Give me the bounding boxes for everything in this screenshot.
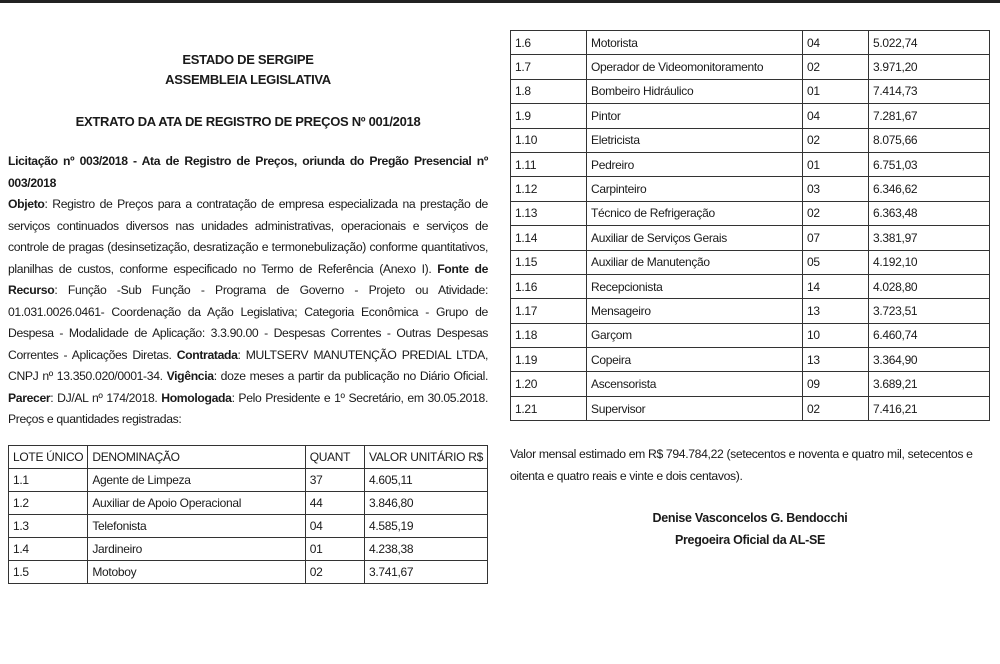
table-row <box>511 299 990 323</box>
homologada-label: Homologada <box>161 390 232 405</box>
objeto-label: Objeto <box>8 197 45 211</box>
cell-denominacao: Ascensorista <box>587 372 803 396</box>
cell-quant: 37 <box>305 468 364 491</box>
cell-lote: 1.16 <box>511 274 587 298</box>
table-row <box>511 152 990 176</box>
cell-quant: 02 <box>803 128 869 152</box>
cell-valor: 4.585,19 <box>364 514 487 537</box>
extrato-title: EXTRATO DA ATA DE REGISTRO DE PREÇOS Nº 001/2018 <box>75 114 421 129</box>
objeto-text: : Registro de Preços para a contratação de empresa especializada na prestação de serviços continuados diversos nas unidades administrativas, operacionais e serviços de controle de pragas (desinsetização, desratização e termonebulização) conforme quantitativos, planilhas de custos, conforme especificado no Termo de Referência (Anexo I). <box>8 197 488 276</box>
extrato-body <box>8 151 488 431</box>
contratada-text: : MULTSERV MANUTENÇÃO PREDIAL LTDA, CNPJ nº 13.350.020/0001-34. <box>8 347 488 383</box>
cell-denominacao: Garçom <box>587 323 803 347</box>
cell-denominacao: Operador de Videomonitoramento <box>587 55 803 79</box>
price-table-part-1 <box>8 445 488 584</box>
fonte-text: : Função -Sub Função - Programa de Governo - Projeto ou Atividade: 01.031.0026.0461- Coordenação da Ação Legislativa; Categoria Econômica - Grupo de Despesa - Modalidade de Aplicação: 3.3.90.00 - Despesas Correntes - Outras Despesas Correntes - Aplicações Diretas. <box>8 283 488 362</box>
left-column <box>8 40 488 584</box>
cell-valor: 3.689,21 <box>869 372 990 396</box>
cell-lote: 1.6 <box>511 31 587 55</box>
header-denominacao: DENOMINAÇÃO <box>88 445 305 468</box>
cell-lote: 1.2 <box>9 491 88 514</box>
table-row <box>511 372 990 396</box>
table-row <box>511 250 990 274</box>
cell-denominacao: Jardineiro <box>88 537 305 560</box>
cell-quant: 02 <box>803 396 869 420</box>
contratada-label: Contratada <box>176 347 238 362</box>
cell-valor: 8.075,66 <box>869 128 990 152</box>
cell-denominacao: Bombeiro Hidráulico <box>587 79 803 103</box>
cell-lote: 1.7 <box>511 55 587 79</box>
cell-quant: 02 <box>803 201 869 225</box>
signature-block <box>510 507 990 551</box>
table-row <box>9 514 488 537</box>
cell-lote: 1.21 <box>511 396 587 420</box>
cell-valor: 4.028,80 <box>869 274 990 298</box>
table-row <box>511 128 990 152</box>
cell-denominacao: Eletricista <box>587 128 803 152</box>
cell-lote: 1.10 <box>511 128 587 152</box>
cell-lote: 1.11 <box>511 152 587 176</box>
table-row <box>511 79 990 103</box>
price-table-part-2 <box>510 30 990 421</box>
table-row <box>511 201 990 225</box>
table-row <box>511 55 990 79</box>
cell-lote: 1.12 <box>511 177 587 201</box>
cell-lote: 1.20 <box>511 372 587 396</box>
cell-valor: 4.605,11 <box>364 468 487 491</box>
right-column <box>510 30 990 551</box>
top-rule <box>0 0 1000 3</box>
cell-quant: 09 <box>803 372 869 396</box>
cell-denominacao: Mensageiro <box>587 299 803 323</box>
cell-quant: 03 <box>803 177 869 201</box>
cell-valor: 6.346,62 <box>869 177 990 201</box>
cell-valor: 3.971,20 <box>869 55 990 79</box>
header-valor: VALOR UNITÁRIO R$ <box>364 445 487 468</box>
cell-denominacao: Pintor <box>587 104 803 128</box>
cell-denominacao: Auxiliar de Apoio Operacional <box>88 491 305 514</box>
cell-quant: 07 <box>803 226 869 250</box>
cell-denominacao: Copeira <box>587 348 803 372</box>
cell-quant: 01 <box>803 79 869 103</box>
vigencia-text: : doze meses a partir da publicação no Diário Oficial. <box>213 369 488 383</box>
table-row <box>511 226 990 250</box>
vigencia-label: Vigência <box>166 369 214 383</box>
parecer-text: : DJ/AL nº 174/2018. <box>50 390 162 405</box>
signature-name: Denise Vasconcelos G. Bendocchi <box>652 511 848 526</box>
parecer-label: Parecer <box>8 390 51 405</box>
cell-valor: 7.416,21 <box>869 396 990 420</box>
cell-valor: 3.381,97 <box>869 226 990 250</box>
cell-lote: 1.4 <box>9 537 88 560</box>
cell-quant: 13 <box>803 348 869 372</box>
cell-valor: 6.363,48 <box>869 201 990 225</box>
cell-lote: 1.9 <box>511 104 587 128</box>
cell-lote: 1.14 <box>511 226 587 250</box>
table-row <box>9 560 488 583</box>
cell-denominacao: Auxiliar de Serviços Gerais <box>587 226 803 250</box>
table-row <box>9 468 488 491</box>
cell-quant: 04 <box>803 104 869 128</box>
cell-quant: 44 <box>305 491 364 514</box>
cell-denominacao: Auxiliar de Manutenção <box>587 250 803 274</box>
table-row <box>511 323 990 347</box>
cell-quant: 05 <box>803 250 869 274</box>
cell-quant: 14 <box>803 274 869 298</box>
licitacao-line: Licitação nº 003/2018 - Ata de Registro de Preços, oriunda do Pregão Presencial nº 003/2018 <box>8 154 488 190</box>
cell-quant: 04 <box>305 514 364 537</box>
cell-valor: 4.192,10 <box>869 250 990 274</box>
cell-lote: 1.8 <box>511 79 587 103</box>
cell-quant: 04 <box>803 31 869 55</box>
cell-quant: 10 <box>803 323 869 347</box>
cell-quant: 02 <box>305 560 364 583</box>
table-header-row <box>9 445 488 468</box>
cell-denominacao: Carpinteiro <box>587 177 803 201</box>
cell-valor: 7.414,73 <box>869 79 990 103</box>
table-row <box>511 31 990 55</box>
table-row <box>511 104 990 128</box>
cell-lote: 1.19 <box>511 348 587 372</box>
state-title: ESTADO DE SERGIPE <box>182 52 314 67</box>
cell-lote: 1.18 <box>511 323 587 347</box>
cell-denominacao: Pedreiro <box>587 152 803 176</box>
cell-denominacao: Telefonista <box>88 514 305 537</box>
cell-valor: 6.460,74 <box>869 323 990 347</box>
table-row <box>511 274 990 298</box>
header-quant: QUANT <box>305 445 364 468</box>
cell-quant: 01 <box>305 537 364 560</box>
cell-denominacao: Recepcionista <box>587 274 803 298</box>
table-row <box>9 491 488 514</box>
signature-role: Pregoeira Oficial da AL-SE <box>674 533 826 548</box>
table-row <box>9 537 488 560</box>
table-row <box>511 348 990 372</box>
cell-denominacao: Motorista <box>587 31 803 55</box>
assembly-title: ASSEMBLEIA LEGISLATIVA <box>165 72 331 87</box>
cell-lote: 1.3 <box>9 514 88 537</box>
cell-valor: 7.281,67 <box>869 104 990 128</box>
cell-valor: 3.364,90 <box>869 348 990 372</box>
cell-denominacao: Agente de Limpeza <box>88 468 305 491</box>
cell-quant: 01 <box>803 152 869 176</box>
fonte-label: Fonte de Recurso <box>8 261 488 297</box>
cell-denominacao: Motoboy <box>88 560 305 583</box>
cell-lote: 1.15 <box>511 250 587 274</box>
cell-valor: 6.751,03 <box>869 152 990 176</box>
table-row <box>511 177 990 201</box>
cell-valor: 3.741,67 <box>364 560 487 583</box>
cell-quant: 13 <box>803 299 869 323</box>
cell-valor: 3.846,80 <box>364 491 487 514</box>
cell-valor: 3.723,51 <box>869 299 990 323</box>
cell-quant: 02 <box>803 55 869 79</box>
cell-denominacao: Técnico de Refrigeração <box>587 201 803 225</box>
cell-lote: 1.13 <box>511 201 587 225</box>
cell-valor: 5.022,74 <box>869 31 990 55</box>
cell-lote: 1.1 <box>9 468 88 491</box>
valor-mensal: Valor mensal estimado em R$ 794.784,22 (setecentos e noventa e quatro mil, setecentos e oitenta e quatro reais e vinte e dois centavos). <box>510 447 973 484</box>
header-lote: LOTE ÚNICO <box>9 445 88 468</box>
cell-valor: 4.238,38 <box>364 537 487 560</box>
cell-lote: 1.5 <box>9 560 88 583</box>
cell-lote: 1.17 <box>511 299 587 323</box>
table-row <box>511 396 990 420</box>
cell-denominacao: Supervisor <box>587 396 803 420</box>
homologada-text: : Pelo Presidente e 1º Secretário, em 30.05.2018. Preços e quantidades registradas: <box>8 390 489 426</box>
